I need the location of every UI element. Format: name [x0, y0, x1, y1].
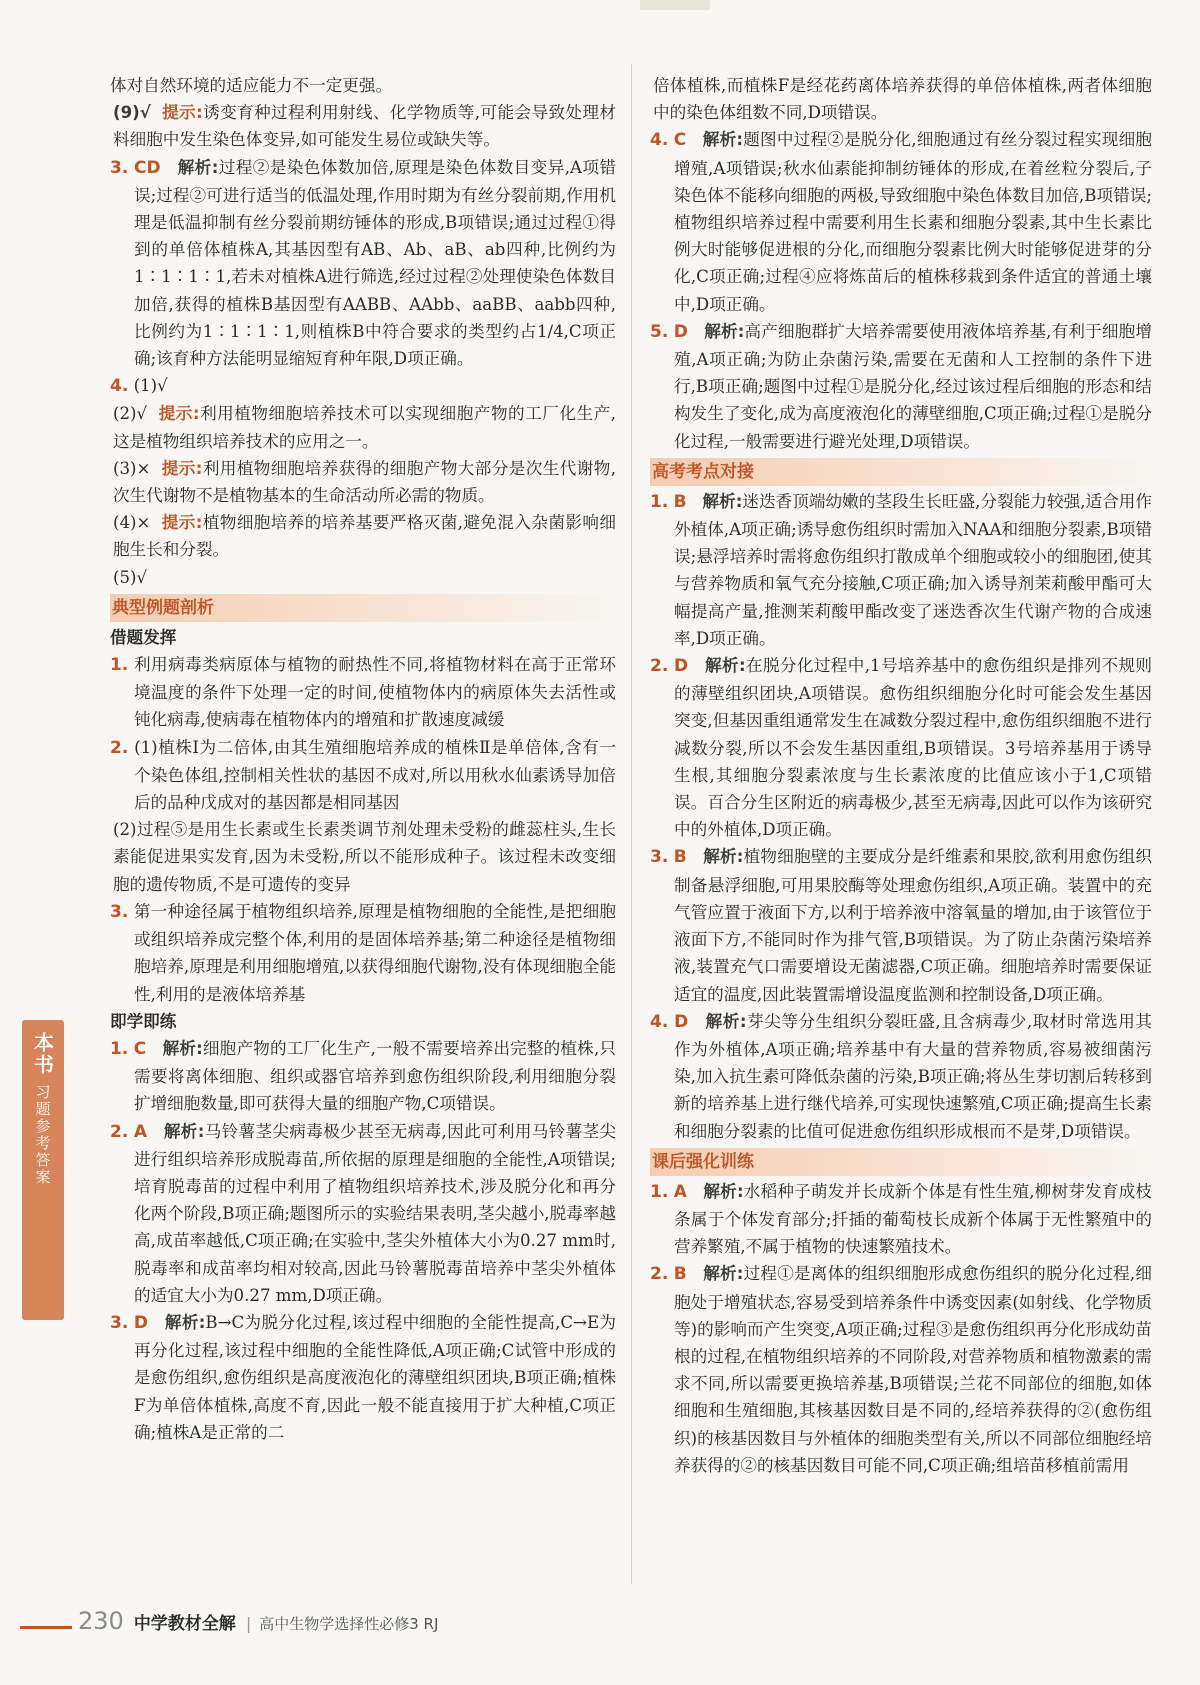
book-brand: 中学教材全解	[133, 1614, 236, 1634]
answer-item: 4. C 解析:题图中过程②是脱分化,细胞通过有丝分裂过程实现细胞增殖,A项错误;秋水仙素能抑制纺锤体的形成,在着丝粒分裂后,子染色体不能移向细胞的两极,导致细胞中染色体数目加倍,B项错误;植物组织培养过程中需要利用生长素和细胞分裂素,其中生长素比例大时能够促进根的分化,而细胞分裂素比例大时能够促进芽的分化,C项正确;过程④应将炼苗后的植株移栽到条件适宜的普通土壤中,D项正确。	[650, 130, 1152, 314]
paragraph: 体对自然环境的适应能力不一定更强。	[110, 76, 393, 95]
answer-item: 3. B 解析:植物细胞壁的主要成分是纤维素和果胶,欲利用愈伤组织制备悬浮细胞,可用果胶酶等处理愈伤组织,A项正确。装置中的充气管应置于液面下方,以利于培养液中溶氧量的增加,由于该管位于液面下方,不能同时作为排气管,B项错误。为了防止杂菌污染培养液,装置充气口需要增设无菌滤器,C项正确。细胞培养时需要保证适宜的温度,因此装置需增设温度监测和控制设备,D项正确。	[650, 847, 1152, 1004]
side-tab	[22, 1020, 64, 1320]
left-column	[110, 72, 616, 1446]
answer-item: (2)√ 提示:利用植物细胞培养技术可以实现细胞产物的工厂化生产,这是植物组织培养技术的应用之一。	[113, 404, 616, 451]
right-column	[650, 72, 1152, 1479]
answer-item: (9)√ 提示:诱变育种过程利用射线、化学物质等,可能会导致处理材料细胞中发生染色体变异,如可能发生易位或缺失等。	[113, 103, 616, 150]
answer-item: 2. (1)植株Ⅰ为二倍体,由其生殖细胞培养成的植株Ⅱ是单倍体,含有一个染色体组,控制相关性状的基因不成对,所以用秋水仙素诱导加倍后的品种戊成对的基因都是相同基因	[110, 737, 617, 813]
answer-item: 5. D 解析:高产细胞群扩大培养需要使用液体培养基,有利于细胞增殖,A项正确;为防止杂菌污染,需要在无菌和人工控制的条件下进行,B项正确;题图中过程①是脱分化,经过该过程后细胞的形态和结构发生了变化,成为高度液泡化的薄壁细胞,C项正确;过程①是脱分化过程,一般需要进行避光处理,D项错误。	[650, 321, 1153, 451]
answer-item: 3. CD 解析:过程②是染色体数加倍,原理是染色体数目变异,A项错误;过程②可进行适当的低温处理,作用时期为有丝分裂前期,作用机理是低温抑制有丝分裂前期纺锤体的形成,B项错误;通过过程①得到的单倍体植株A,其基因型有AB、Ab、aB、ab四种,比例约为1∶1∶1∶1,若未对植株A进行筛选,经过过程②处理使染色体数目加倍,获得的植株B基因型有AABB、AAbb、aaBB、aabb四种,比例约为1∶1∶1∶1,则植株B中符合要求的类型约占1/4,C项正确;该育种方法能明显缩短育种年限,D项正确。	[110, 157, 617, 369]
subsection-title: 即学即练	[110, 1011, 177, 1031]
page-footer	[78, 1607, 438, 1635]
answer-item: 1. 利用病毒类病原体与植物的耐热性不同,将植物材料在高于正常环境温度的条件下处理一定的时间,使植物体内的病原体失去活性或钝化病毒,使病毒在植物体内的增殖和扩散速度减缓	[110, 655, 616, 730]
answer-item: (5)√	[113, 567, 148, 587]
side-tab-subtitle: 习题参考答案	[33, 1084, 52, 1186]
answer-item: (4)× 提示:植物细胞培养的培养基要严格灭菌,避免混入杂菌影响细胞生长和分裂。	[113, 513, 616, 560]
paragraph: 倍体植株,而植株F是经花药离体培养获得的单倍体植株,两者体细胞中的染色体组数不同,D项错误。	[653, 76, 1152, 123]
side-tab-title: 本书	[30, 1032, 55, 1076]
answer-item: 1. B 解析:迷迭香顶端幼嫩的茎段生长旺盛,分裂能力较强,适合用作外植体,A项正确;诱导愈伤组织时需加入NAA和细胞分裂素,B项错误;悬浮培养时需将愈伤组织打散成单个细胞或较小的细胞团,使其与营养物质和氧气充分接触,C项正确;加入诱导剂茉莉酸甲酯可大幅提高产量,推测茉莉酸甲酯改变了迷迭香次生代谢产物的合成速率,D项正确。	[650, 491, 1152, 648]
answer-item: 2. A 解析:马铃薯茎尖病毒极少甚至无病毒,因此可利用马铃薯茎尖进行组织培养形成脱毒苗,所依据的原理是细胞的全能性,A项错误;培育脱毒苗的过程中利用了植物组织培养技术,涉及脱分化和再分化两个阶段,B项正确;题图所示的实验结果表明,茎尖越小,脱毒率越高,成苗率越低,C项正确;在实验中,茎尖外植体大小为0.27 mm时,脱毒率和成苗率均相对较高,因此马铃薯脱毒苗培养中茎尖外植体的适宜大小为0.27 mm,D项正确。	[110, 1121, 617, 1305]
answer-item: 2. D 解析:在脱分化过程中,1号培养基中的愈伤组织是排列不规则的薄壁组织团块,A项错误。愈伤组织细胞分化时可能会发生基因突变,但基因重组通常发生在减数分裂过程中,愈伤组织细胞不进行减数分裂,所以不会发生基因重组,B项错误。3号培养基用于诱导生根,其细胞分裂素浓度与生长素浓度的比值应该小于1,C项错误。百合分生区附近的病毒极少,甚至无病毒,因此可以作为该研究中的外植体,D项正确。	[650, 656, 1153, 840]
answer-item: (3)× 提示:利用植物细胞培养获得的细胞产物大部分是次生代谢物,次生代谢物不是植物基本的生命活动所必需的物质。	[113, 458, 616, 506]
section-header: 典型例题剖析	[110, 594, 616, 622]
column-divider	[631, 64, 632, 1584]
answer-item: 1. C 解析:细胞产物的工厂化生产,一般不需要培养出完整的植株,只需要将离体细胞、组织或器官培养到愈伤组织阶段,利用细胞分裂扩增细胞数量,即可获得大量的细胞产物,C项错误。	[110, 1038, 616, 1114]
course-title: 高中生物学选择性必修3 RJ	[259, 1615, 439, 1633]
answer-item: 4. (1)√	[110, 376, 168, 397]
section-header: 高考考点对接	[650, 458, 1152, 486]
answer-item: 1. A 解析:水稻种子萌发并长成新个体是有性生殖,柳树芽发育成枝条属于个体发育部分;扦插的葡萄枝长成新个体属于无性繁殖中的营养繁殖,不属于植物的快速繁殖技术。	[650, 1181, 1153, 1257]
footer-rule	[20, 1626, 72, 1629]
answer-item: 3. 第一种途径属于植物组织培养,原理是植物细胞的全能性,是把细胞或组织培养成完整个体,利用的是固体培养基;第二种途径是植物细胞培养,原理是利用细胞增殖,以获得细胞代谢物,没有体现细胞全能性,利用的是液体培养基	[110, 901, 616, 1004]
subsection-title: 借题发挥	[110, 627, 177, 647]
footer-separator: |	[245, 1614, 252, 1633]
answer-item: (2)过程⑤是用生长素或生长素类调节剂处理未受粉的雌蕊柱头,生长素能促进果实发育,因为未受粉,所以不能形成种子。该过程未改变细胞的遗传物质,不是可遗传的变异	[113, 820, 616, 894]
answer-item: 2. B 解析:过程①是离体的组织细胞形成愈伤组织的脱分化过程,细胞处于增殖状态,容易受到培养条件中诱变因素(如射线、化学物质等)的影响而产生突变,A项正确;过程③是愈伤组织再分化形成幼苗根的过程,在植物组织培养的不同阶段,对营养物质和植物激素的需求不同,所以需要更换培养基,B项错误;兰花不同部位的细胞,如体细胞和生殖细胞,其核基因数目是不同的,经培养获得的②(愈伤组织)的核基因数目与外植体的细胞类型有关,所以不同部位细胞经培养获得的②的核基因数目可能不同,C项正确;组培苗移植前需用	[650, 1264, 1152, 1475]
answer-item: 4. D 解析:芽尖等分生组织分裂旺盛,且含病毒少,取材时常选用其作为外植体,A项正确;培养基中有大量的营养物质,容易被细菌污染,加入抗生素可降低杂菌的污染,B项正确;将丛生芽切割后转移到新的培养基上进行继代培养,可实现快速繁殖,C项正确;提高生长素和细胞分裂素的比值可促进愈伤组织形成根而不是芽,D项错误。	[650, 1011, 1152, 1141]
page-number: 230	[78, 1607, 124, 1635]
top-decoration	[640, 0, 710, 10]
section-header: 课后强化训练	[650, 1148, 1152, 1176]
answer-item: 3. D 解析:B→C为脱分化过程,该过程中细胞的全能性提高,C→E为再分化过程,该过程中细胞的全能性降低,A项正确;C试管中形成的是愈伤组织,愈伤组织是高度液泡化的薄壁组织团块,B项正确;植株F为单倍体植株,高度不育,因此一般不能直接用于扩大种植,C项正确;植株A是正常的二	[110, 1312, 616, 1442]
